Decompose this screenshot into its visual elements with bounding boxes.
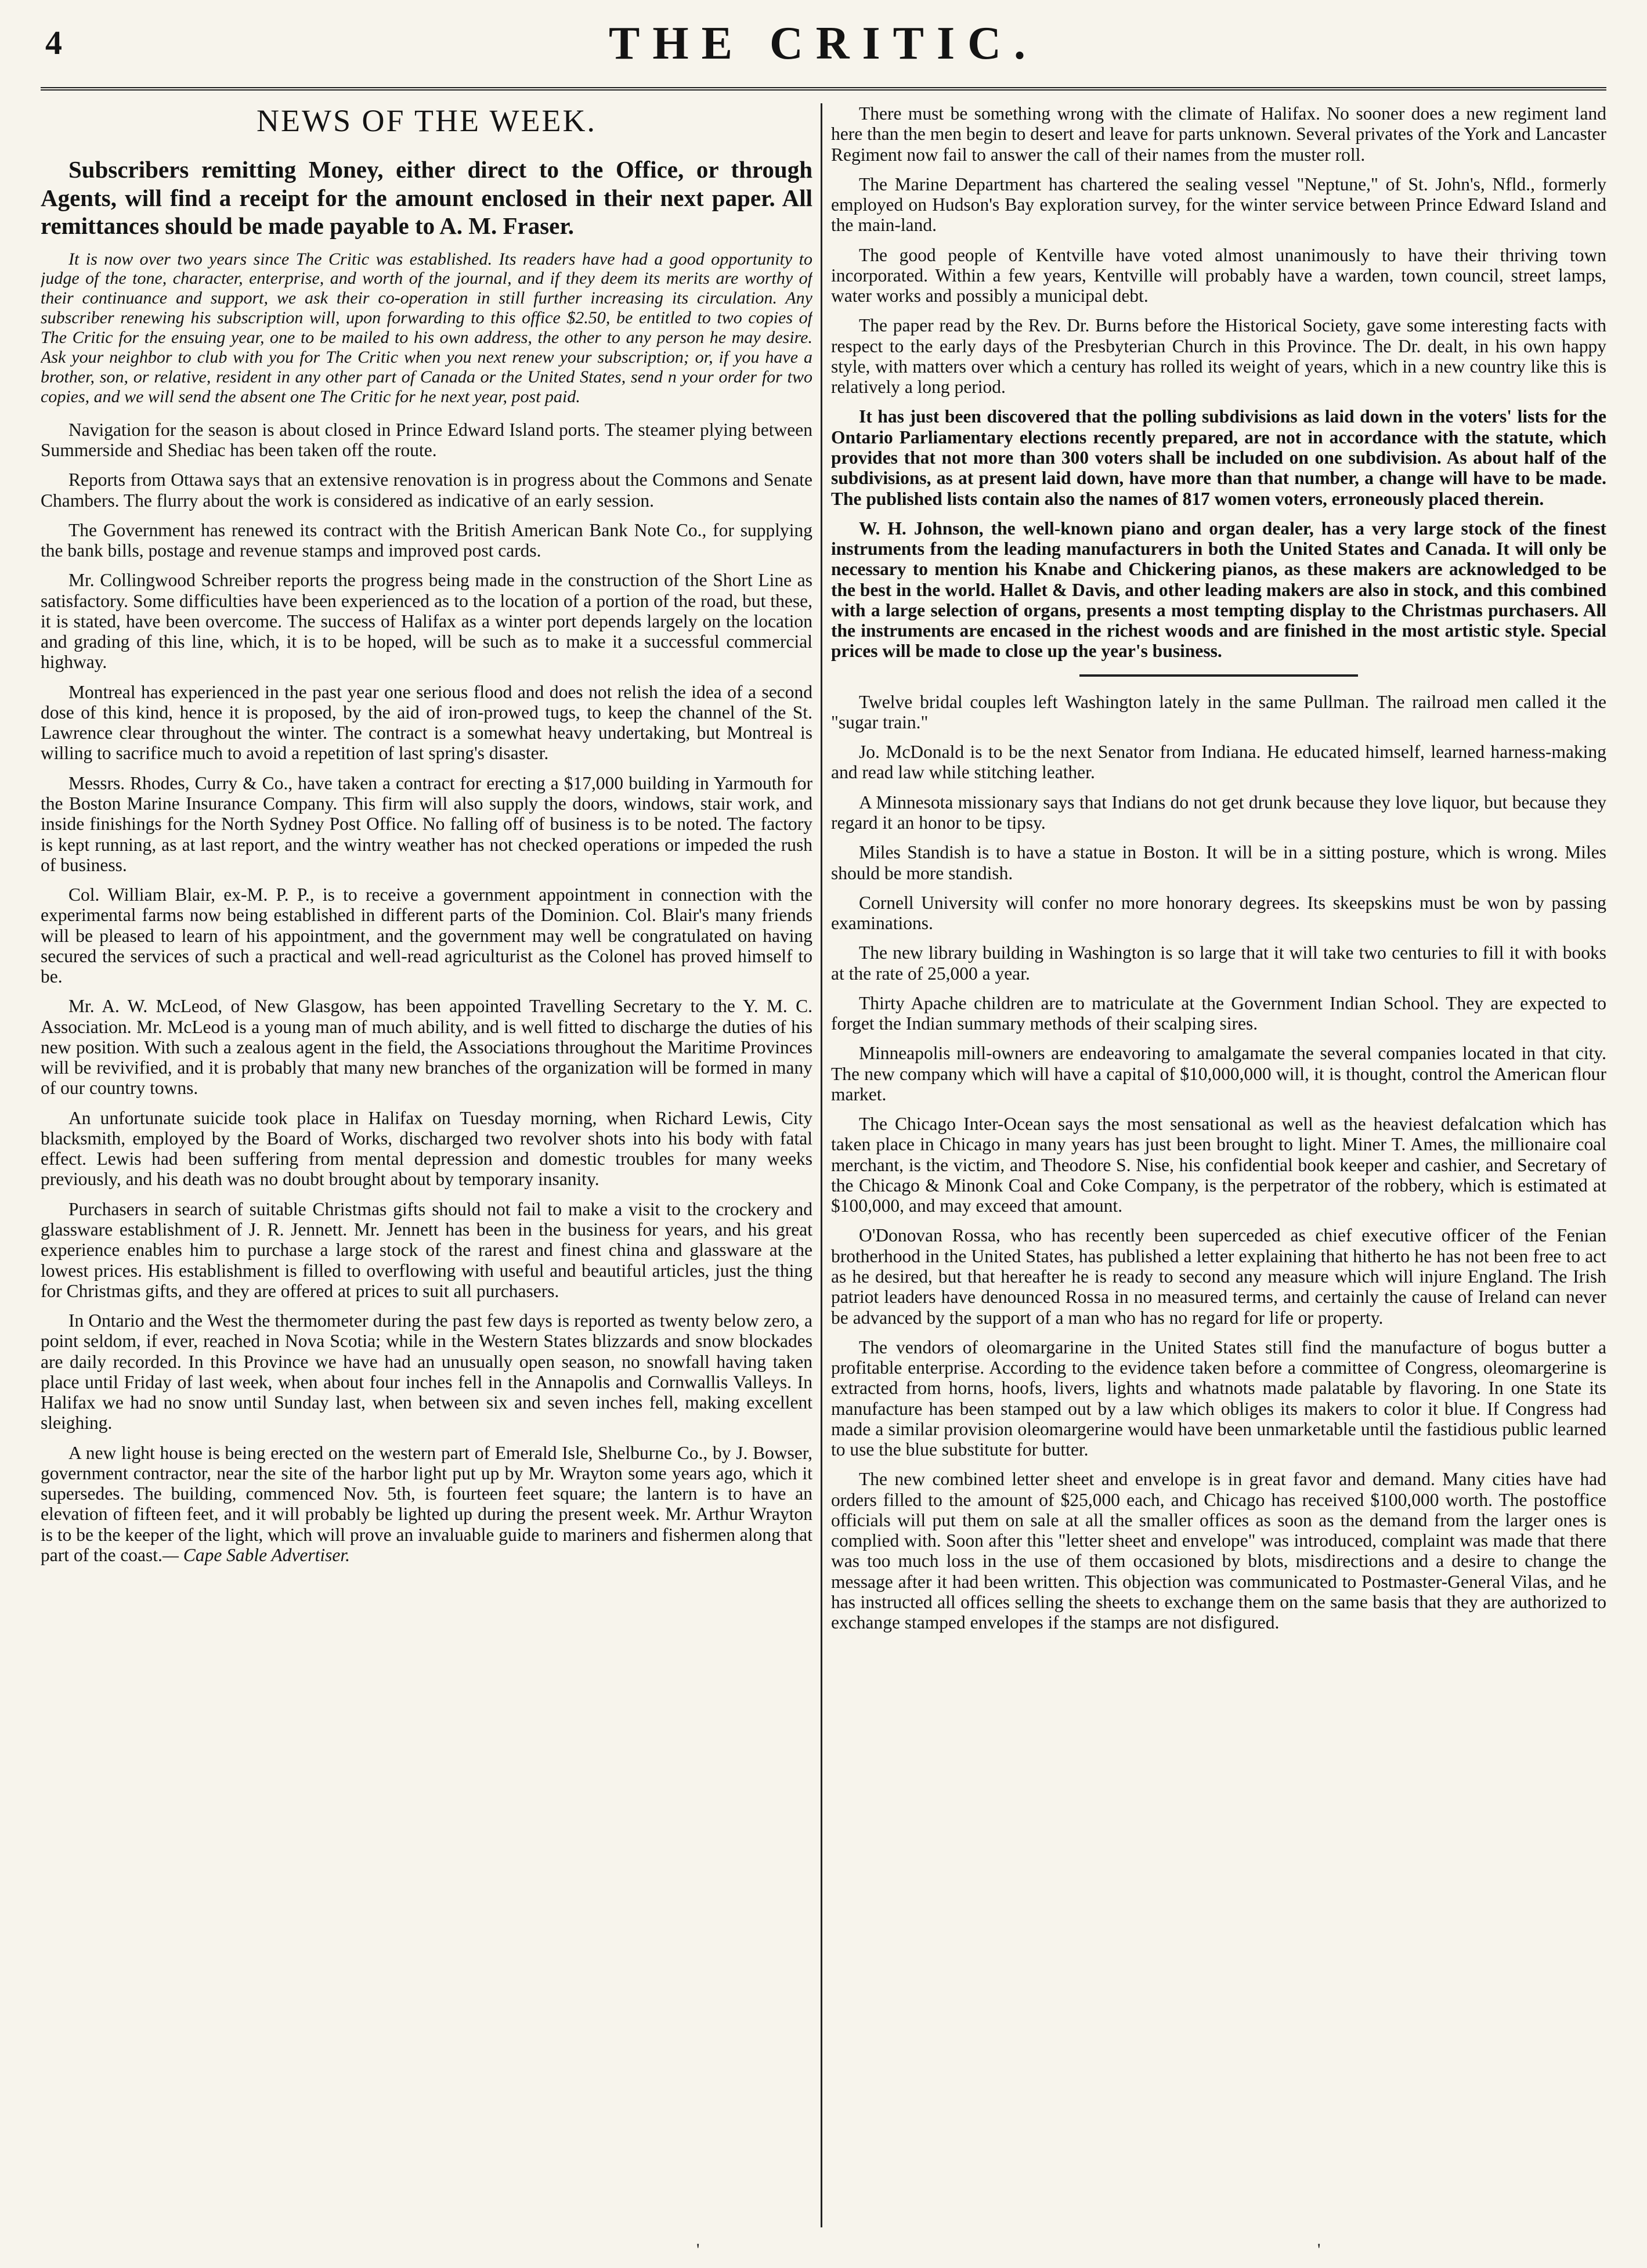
lighthouse-paragraph xyxy=(41,1443,812,1566)
news-paragraph: Montreal has experienced in the past year one serious flood and does not relish the idea of a second dose of this kind, hence it is proposed, by the aid of iron-prowed tugs, to keep the channel of the St. Lawrence clear throughout the winter. The contract is a somewhat heavy undertaking, but Montreal is willing to sacrifice much to avoid a repetition of last spring's disaster. xyxy=(41,681,812,764)
news-paragraph: Messrs. Rhodes, Curry & Co., have taken a contract for erecting a $17,000 building in Yarmouth for the Boston Marine Insurance Company. This firm will also supply the doors, windows, stair work, and inside finishings for the North Sydney Post Office. No falling off of business is to be noted. The factory is kept running, as at last report, and the wintry weather has not checked operations or impeded the rush of business. xyxy=(41,772,812,875)
news-paragraph: Miles Standish is to have a statue in Boston. It will be in a sitting posture, which is wrong. Miles should be more standish. xyxy=(831,842,1606,883)
bold-news-paragraph: W. H. Johnson, the well-known piano and organ dealer, has a very large stock of the finest instruments from the leading manufacturers in both the United States and Canada. It will only be necessary to mention his Knabe and Chickering pianos, as these makers are acknowledged to be the best in the world. Hallet & Davis, and other leading makers are also in stock, and this combined with a large selection of organs, presents a most tempting display to the Christmas purchasers. All the instruments are encased in the richest woods and are finished in the most artistic style. Special prices will be made to close up the year's business. xyxy=(831,518,1606,662)
news-paragraph: The new library building in Washington is so large that it will take two centuries to fill it with books at the rate of 25,000 a year. xyxy=(831,942,1606,984)
news-paragraph: An unfortunate suicide took place in Halifax on Tuesday morning, when Richard Lewis, City blacksmith, employed by the Board of Works, discharged two revolver shots into his body with fatal effect. Lewis had been suffering from mental depression and domestic troubles for many weeks previously, and his death was no doubt brought about by temporary insanity. xyxy=(41,1107,812,1190)
right-column xyxy=(831,103,1606,2227)
news-paragraph: Minneapolis mill-owners are endeavoring to amalgamate the several companies located in that city. The new company which will have a capital of $10,000,000 will, it is thought, control the American flour market. xyxy=(831,1043,1606,1104)
news-paragraph: The paper read by the Rev. Dr. Burns before the Historical Society, gave some interesting facts with respect to the early days of the Presbyterian Church in this Province. The Dr. dealt, in his own happy style, with matters over which a century has rolled its weight of years, which in a new country like this is relatively a long period. xyxy=(831,315,1606,398)
news-paragraph: Mr. Collingwood Schreiber reports the progress being made in the construction of the Short Line as satisfactory. Some difficulties have been experienced as to the location of a portion of the road, but these, it is stated, have been overcome. The success of Halifax as a winter port depends largely on the location and grading of this line, which, it is to be hoped, will be such as to make it a successful commercial highway. xyxy=(41,570,812,673)
source-credit: — Cape Sable Advertiser. xyxy=(162,1545,351,1565)
news-paragraph: Purchasers in search of suitable Christmas gifts should not fail to make a visit to the crockery and glassware establishment of J. R. Jennett. Mr. Jennett has been in the business for years, and his great experience enables him to purchase a large stock of the rarest and finest china and glassware at the lowest prices. His establishment is filled to overflowing with useful and beautiful articles, just the thing for Christmas gifts, and they are offered at prices to suit all purchasers. xyxy=(41,1198,812,1301)
subscription-notice: It is now over two years since The Critic was established. Its readers have had a good opportunity to judge of the tone, character, enterprise, and worth of the journal, and if they deem its merits are worthy of their continuance and support, we ask their co-operation in still further increasing its circulation. Any subscriber renewing his subscription will, upon forwarding to this office $2.50, be entitled to two copies of The Critic for the ensuing year, one to be mailed to his own address, the other to any person he may desire. Ask your neighbor to club with you for The Critic when you next renew your subscription; or, if you have a brother, son, or relative, resident in any other part of Canada or the United States, send n your order for two copies, and we will send the absent one The Critic for he next year, post paid. xyxy=(41,249,812,406)
news-paragraph: Thirty Apache children are to matriculate at the Government Indian School. They are expected to forget the Indian summary methods of their scalping sires. xyxy=(831,992,1606,1034)
masthead-title: THE CRITIC. xyxy=(609,18,1038,69)
news-paragraph: Mr. A. W. McLeod, of New Glasgow, has been appointed Travelling Secretary to the Y. M. C. Association. Mr. McLeod is a young man of much ability, and is well fitted to discharge the duties of his new position. With such a zealous agent in the field, the Associations throughout the Maritime Provinces will be revivified, and it is probably that many new branches of the organization will be formed in many of our country towns. xyxy=(41,996,812,1099)
left-column xyxy=(41,103,812,2227)
section-heading: NEWS OF THE WEEK. xyxy=(257,103,597,138)
news-paragraph: The new combined letter sheet and envelope is in great favor and demand. Many cities have had orders filled to the amount of $25,000 each, and Chicago has received $100,000 worth. The postoffice officials will put them on sale at all the smaller offices as soon as the demand from the larger ones is complied with. Soon after this "letter sheet and envelope" was introduced, complaint was made that there was too much loss in the use of them occasioned by blots, misdirections and a desire to change the message after it had been written. This objection was communicated to Postmaster-General Vilas, and he has instructed all offices selling the sheets to exchange them on the same basis that they are authorized to exchange stamped envelopes if the stamps are not disfigured. xyxy=(831,1469,1606,1633)
news-paragraph: Reports from Ottawa says that an extensive renovation is in progress about the Commons and Senate Chambers. The flurry about the work is considered as indicative of an early session. xyxy=(41,470,812,511)
lighthouse-text: A new light house is being erected on the western part of Emerald Isle, Shelburne Co., by J. Bowser, government contractor, near the site of the harbor light put up by Mr. Wrayton some years ago, which it supersedes. The building, commenced Nov. 5th, is fourteen feet square; the lantern is to have an elevation of fifteen feet, and it will probably be lighted up during the present week. Mr. Arthur Wrayton is to be the keeper of the light, which will prove an invaluable guide to mariners and fishermen along that part of the coast. xyxy=(41,1442,812,1565)
news-paragraph: O'Donovan Rossa, who has recently been superceded as chief executive officer of the Fenian brotherhood in the United States, has published a letter explaining that hitherto he has not been free to act as he desired, but that hereafter he is ready to second any measure which will injure England. The Irish patriot leaders have denounced Rossa in no measured terms, and certainly the cause of Ireland can never be advanced by the support of a man who has no regard for life or property. xyxy=(831,1225,1606,1328)
news-paragraph: Cornell University will confer no more honorary degrees. Its skeepskins must be won by passing examinations. xyxy=(831,892,1606,934)
footer-mark-left: ' xyxy=(696,2240,700,2259)
news-paragraph: The good people of Kentville have voted almost unanimously to have their thriving town incorporated. Within a few years, Kentville will probably have a warden, town council, street lamps, water works and possibly a municipal debt. xyxy=(831,244,1606,306)
bold-news-paragraph: It has just been discovered that the polling subdivisions as laid down in the voters' lists for the Ontario Parliamentary elections recently prepared, are not in accordance with the statute, which provides that not more than 300 voters shall be included on one subdivision. As about half of the subdivisions, as at present laid down, have more than that number, a change will have to be made. The published lists contain also the names of 817 women voters, erroneously placed therein. xyxy=(831,406,1606,509)
news-paragraph: The vendors of oleomargarine in the United States still find the manufacture of bogus butter a profitable enterprise. According to the evidence taken before a committee of Congress, oleomargerine is extracted from horns, hoofs, livers, lights and whatnots made palatable by flavoring. In one State its manufacture has been stamped out by a law which obliges its makers to color it blue. If Congress had made a similar provision oleomargerine would have been unmarketable until the fastidious public learned to use the blue substitute for butter. xyxy=(831,1337,1606,1460)
news-paragraph: There must be something wrong with the climate of Halifax. No sooner does a new regiment land here than the men begin to desert and leave for parts unknown. Several privates of the York and Lancaster Regiment now fail to answer the call of their names from the muster roll. xyxy=(831,103,1606,165)
news-paragraph: Twelve bridal couples left Washington lately in the same Pullman. The railroad men called it the "sugar train." xyxy=(831,691,1606,732)
remittance-notice: Subscribers remitting Money, either direct to the Office, or through Agents, will find a receipt for the amount enclosed in their next paper. All remittances should be made payable to A. M. Fraser. xyxy=(41,156,812,240)
news-paragraph: Navigation for the season is about closed in Prince Edward Island ports. The steamer plying between Summerside and Shediac has been taken off the route. xyxy=(41,419,812,460)
news-paragraph: The Chicago Inter-Ocean says the most sensational as well as the heaviest defalcation which has taken place in Chicago in many years has just been brought to light. Miner T. Ames, the millionaire coal merchant, is the victim, and Theodore S. Nise, his confidential book keeper and cashier, and Secretary of the Chicago & Minonk Coal and Coke Company, is the perpetrator of the robbery, which is estimated at $100,000, and may exceed that amount. xyxy=(831,1114,1606,1216)
footer-mark-right: ' xyxy=(1317,2240,1321,2259)
news-paragraph: Jo. McDonald is to be the next Senator from Indiana. He educated himself, learned harness-making and read law while stitching leather. xyxy=(831,742,1606,783)
column-divider xyxy=(821,103,822,2227)
news-paragraph: A Minnesota missionary says that Indians do not get drunk because they love liquor, but because they regard it an honor to be tipsy. xyxy=(831,792,1606,833)
news-paragraph: The Government has renewed its contract with the British American Bank Note Co., for supplying the bank bills, postage and revenue stamps and improved post cards. xyxy=(41,519,812,561)
news-paragraph: In Ontario and the West the thermometer during the past few days is reported as twenty below zero, a point seldom, if ever, reached in Nova Scotia; while in the Western States blizzards and snow blockades are daily recorded. In this Province we have had an unusually open season, no snowfall having taken place until Friday of last week, when about four inches fell in the Annapolis and Cornwallis Valleys. In Halifax we had no snow until Sunday last, when between six and seven inches fell, making excellent sleighing. xyxy=(41,1310,812,1433)
section-rule xyxy=(1079,674,1359,677)
news-paragraph: Col. William Blair, ex-M. P. P., is to receive a government appointment in connection with the experimental farms now being established in different parts of the Dominion. Col. Blair's many friends will be pleased to learn of his appointment, and the government may well be congratulated on having secured the services of such a practical and well-read agriculturist as the Colonel has proved himself to be. xyxy=(41,884,812,987)
news-paragraph: The Marine Department has chartered the sealing vessel "Neptune," of St. John's, Nfld., formerly employed on Hudson's Bay exploration survey, for the winter service between Prince Edward Island and the main-land. xyxy=(831,174,1606,236)
header-rule xyxy=(41,87,1606,91)
page-number: 4 xyxy=(45,24,62,62)
